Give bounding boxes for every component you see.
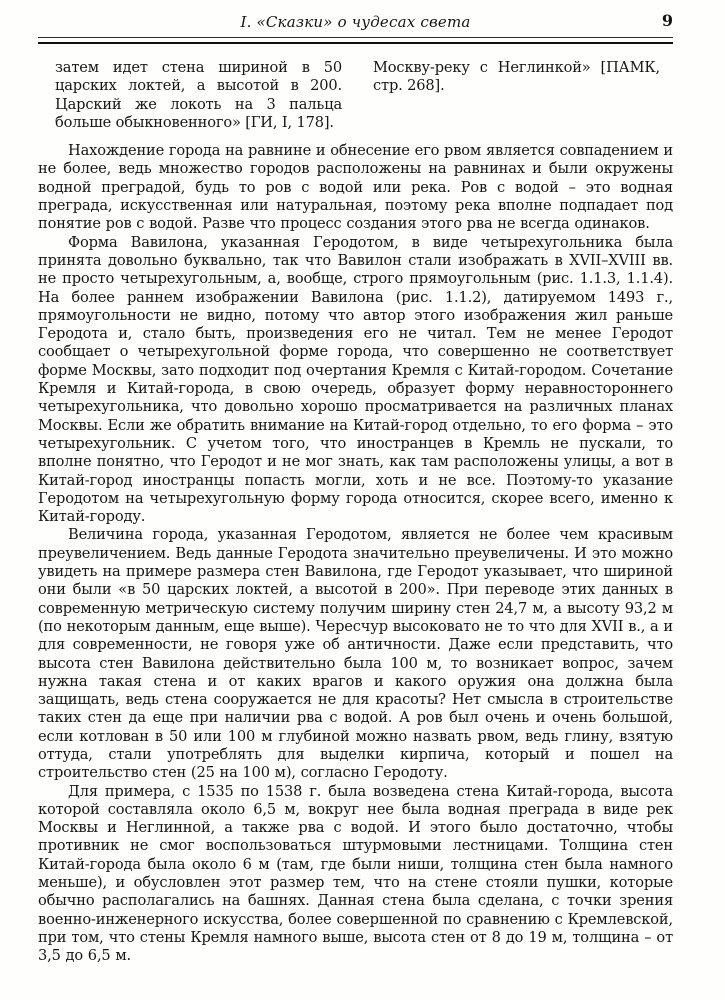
quote-left-column: затем идет стена шириной в 50 царских локтей, а высотой в 200. Царский же локоть на 3 пальца больше обыкновенного» [ГИ, I, 178]. <box>55 59 342 131</box>
paragraph-city-size: Величина города, указанная Геродотом, является не более чем красивым преувеличением. Ведь данные Геродота значительно преувеличены. И это можно увидеть на примере размера стен Вавилона, где Геродот указывает, что шириной они были «в 50 царских локтей, а высотой в 200». При переводе этих данных в современную метрическую систему получим ширину стен 24,7 м, а высоту 93,2 м (по некоторым данным, еще выше). Чересчур высоковато не то что для XVII в., а и для современности, не говоря уже об античности. Даже если представить, что высота стен Вавилона действительно была 100 м, то возникает вопрос, зачем нужна такая стена и от каких врагов и какого оружия она должна была защищать, ведь стена сооружается не для красоты? Нет смысла в строительстве таких стен да еще при наличии рва с водой. А ров был очень и очень большой, если котлован в 50 или 100 м глубиной можно назвать рвом, ведь глину, взятую оттуда, стали употреблять для выделки кирпича, который и пошел на строительство стен (25 на 100 м), согласно Геродоту. <box>38 526 673 782</box>
page-number: 9 <box>661 11 673 30</box>
paragraph-flatland: Нахождение города на равнине и обнесение его рвом является совпадением и не более, ведь множество городов расположены на равнинах и были окружены водной преградой, будь то ров с водой или река. Ров с водой – это водная преграда, искусственная или натуральная, поэтому река вполне подпадает под понятие ров с водой. Разве что процесс создания этого рва не всегда одинаков. <box>38 142 673 233</box>
two-column-quote-block <box>55 59 660 132</box>
running-header <box>38 0 673 44</box>
running-header-title: I. «Сказки» о чудесах света <box>240 13 471 31</box>
header-rule <box>38 37 673 44</box>
paragraph-kitay-gorod-wall: Для примера, с 1535 по 1538 г. была возведена стена Китай-города, высота которой составляла около 6,5 м, вокруг нее была водная преграда в виде рек Москвы и Неглинной, а также рва с водой. И этого было достаточно, чтобы противник не смог воспользоваться штурмовыми лестницами. Толщина стен Китай-города была около 6 м (там, где были ниши, толщина стен была намного меньше), и обусловлен этот размер тем, что на стене стояли пушки, которые обычно располагались на башнях. Данная стена была сделана, с точки зрения военно-инженерного искусства, более совершенной по сравнению с Кремлевской, при том, что стены Кремля намного выше, высота стен от 8 до 19 м, толщина – от 3,5 до 6,5 м. <box>38 782 673 965</box>
paragraph-babylon-shape: Форма Вавилона, указанная Геродотом, в виде четырехугольника была принята довольно буквально, так что Вавилон стали изображать в XVII–XVIII вв. не просто четырехугольным, а, вообще, строго прямоугольным (рис. 1.1.3, 1.1.4). На более раннем изображении Вавилона (рис. 1.1.2), датируемом 1493 г., прямоугольности не видно, потому что автор этого изображения жил раньше Геродота и, стало быть, произведения его не читал. Тем не менее Геродот сообщает о четырехугольной форме города, что совершенно не соответствует форме Москвы, зато подходит под очертания Кремля с Китай-городом. Сочетание Кремля и Китай-города, в свою очередь, образует форму неравностороннего четырехугольника, что довольно хорошо просматривается на различных планах Москвы. Если же обратить внимание на Китай-город отдельно, то его форма – это четырехугольник. С учетом того, что иностранцев в Кремль не пускали, то вполне понятно, что Геродот и не мог знать, как там расположены улицы, а вот в Китай-город иностранцы попасть могли, хоть и не все. Поэтому-то указание Геродотом на четырехугольную форму города относится, скорее всего, именно к Китай-городу. <box>38 233 673 526</box>
quote-right-column: Москву-реку с Неглинкой» [ПАМК, стр. 268]. <box>373 59 660 95</box>
running-head-row <box>38 0 673 35</box>
body-text <box>38 142 673 965</box>
